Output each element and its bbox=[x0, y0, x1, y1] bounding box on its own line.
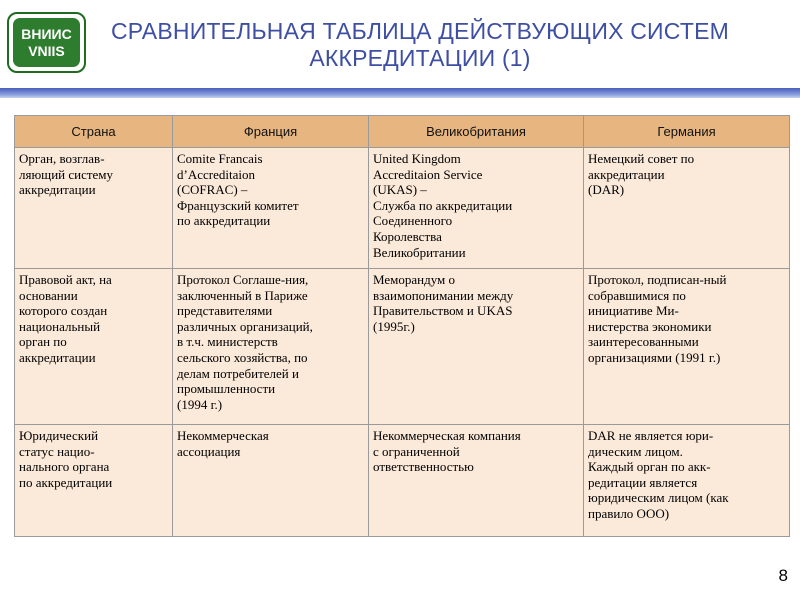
vniis-logo bbox=[7, 12, 86, 73]
cell-france-legal-status: Некоммерческая ассоциация bbox=[173, 425, 369, 537]
row-label-accreditation-body: Орган, возглав- ляющий систему аккредитации bbox=[15, 148, 173, 269]
row-label-legal-status: Юридический статус нацио- нального органа по аккредитации bbox=[15, 425, 173, 537]
title-divider bbox=[0, 88, 800, 98]
header-uk: Великобритания bbox=[369, 116, 584, 148]
comparison-table bbox=[14, 115, 790, 537]
cell-germany-legal-status: DAR не является юри- дическим лицом. Каждый орган по акк- редитации является юридическим лицом (как правило ООО) bbox=[584, 425, 790, 537]
table-row bbox=[15, 269, 790, 425]
table-row bbox=[15, 148, 790, 269]
cell-france-legal-act: Протокол Соглаше-ния, заключенный в Париже представителями различных организаций, в т.ч. министерств сельского хозяйства, по делам потребителей и промышленности (1994 г.) bbox=[173, 269, 369, 425]
table-header-row bbox=[15, 116, 790, 148]
cell-uk-legal-act: Меморандум о взаимопонимании между Правительством и UKAS (1995г.) bbox=[369, 269, 584, 425]
row-label-legal-act: Правовой акт, на основании которого создан национальный орган по аккредитации bbox=[15, 269, 173, 425]
cell-germany-body: Немецкий совет по аккредитации (DAR) bbox=[584, 148, 790, 269]
header-country: Страна bbox=[15, 116, 173, 148]
slide-title: СРАВНИТЕЛЬНАЯ ТАБЛИЦА ДЕЙСТВУЮЩИХ СИСТЕМ АККРЕДИТАЦИИ (1) bbox=[111, 18, 729, 71]
logo-text-latin: VNIIS bbox=[28, 42, 65, 59]
header-germany: Германия bbox=[584, 116, 790, 148]
page-number: 8 bbox=[778, 566, 788, 585]
cell-uk-legal-status: Некоммерческая компания с ограниченной ответственностью bbox=[369, 425, 584, 537]
vniis-logo-badge bbox=[13, 18, 80, 67]
cell-uk-body: United Kingdom Accreditaion Service (UKAS) – Служба по аккредитации Соединенного Королевства Великобритании bbox=[369, 148, 584, 269]
cell-france-body: Comite Francais d’Accreditaion (COFRAC) – Французский комитет по аккредитации bbox=[173, 148, 369, 269]
table-row bbox=[15, 425, 790, 537]
logo-text-cyrillic: ВНИИС bbox=[21, 25, 72, 42]
header-france: Франция bbox=[173, 116, 369, 148]
cell-germany-legal-act: Протокол, подписан-ный собравшимися по инициативе Ми- нистерства экономики заинтересованными организациями (1991 г.) bbox=[584, 269, 790, 425]
